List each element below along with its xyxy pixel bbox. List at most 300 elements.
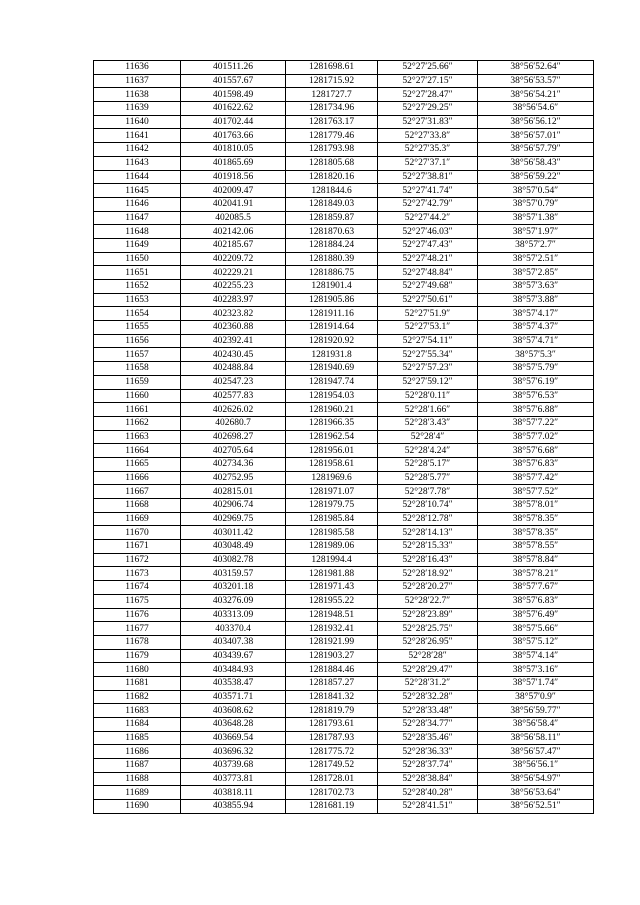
table-row — [94, 567, 594, 581]
latitude-cell: 52°27′51.9″ — [378, 307, 478, 321]
latitude-cell: 52°27′48.84″ — [378, 266, 478, 280]
point-number-cell: 11665 — [94, 457, 181, 471]
x-coordinate-cell: 402255.23 — [181, 280, 286, 294]
point-number-cell: 11666 — [94, 471, 181, 485]
x-coordinate-cell: 401702.44 — [181, 115, 286, 129]
latitude-cell: 52°27′25.66″ — [378, 61, 478, 75]
y-coordinate-cell: 1281819.79 — [286, 704, 378, 718]
x-coordinate-cell: 403082.78 — [181, 553, 286, 567]
point-number-cell: 11667 — [94, 485, 181, 499]
x-coordinate-cell: 402698.27 — [181, 430, 286, 444]
table-row — [94, 88, 594, 102]
latitude-cell: 52°27′53.1″ — [378, 321, 478, 335]
longitude-cell: 38°56′54.21″ — [478, 88, 594, 102]
point-number-cell: 11682 — [94, 690, 181, 704]
latitude-cell: 52°27′29.25″ — [378, 102, 478, 116]
x-coordinate-cell: 401810.05 — [181, 143, 286, 157]
point-number-cell: 11648 — [94, 225, 181, 239]
longitude-cell: 38°57′6.83″ — [478, 457, 594, 471]
x-coordinate-cell: 402969.75 — [181, 512, 286, 526]
x-coordinate-cell: 402680.7 — [181, 416, 286, 430]
point-number-cell: 11673 — [94, 567, 181, 581]
x-coordinate-cell: 403773.81 — [181, 772, 286, 786]
y-coordinate-cell: 1281921.99 — [286, 635, 378, 649]
latitude-cell: 52°27′42.79″ — [378, 197, 478, 211]
point-number-cell: 11661 — [94, 403, 181, 417]
longitude-cell: 38°57′8.55″ — [478, 540, 594, 554]
longitude-cell: 38°56′57.47″ — [478, 745, 594, 759]
point-number-cell: 11668 — [94, 499, 181, 513]
x-coordinate-cell: 402734.36 — [181, 457, 286, 471]
point-number-cell: 11651 — [94, 266, 181, 280]
x-coordinate-cell: 402209.72 — [181, 252, 286, 266]
x-coordinate-cell: 403313.09 — [181, 608, 286, 622]
point-number-cell: 11641 — [94, 129, 181, 143]
longitude-cell: 38°56′52.51″ — [478, 800, 594, 814]
latitude-cell: 52°27′48.21″ — [378, 252, 478, 266]
table-row — [94, 293, 594, 307]
point-number-cell: 11663 — [94, 430, 181, 444]
latitude-cell: 52°27′49.68″ — [378, 280, 478, 294]
latitude-cell: 52°27′35.3″ — [378, 143, 478, 157]
table-row — [94, 74, 594, 88]
y-coordinate-cell: 1281905.86 — [286, 293, 378, 307]
x-coordinate-cell: 401598.49 — [181, 88, 286, 102]
table-row — [94, 61, 594, 75]
latitude-cell: 52°28′23.89″ — [378, 608, 478, 622]
point-number-cell: 11650 — [94, 252, 181, 266]
table-row — [94, 594, 594, 608]
point-number-cell: 11638 — [94, 88, 181, 102]
table-row — [94, 170, 594, 184]
y-coordinate-cell: 1281870.63 — [286, 225, 378, 239]
longitude-cell: 38°57′2.7″ — [478, 238, 594, 252]
longitude-cell: 38°57′5.79″ — [478, 362, 594, 376]
longitude-cell: 38°57′7.02″ — [478, 430, 594, 444]
longitude-cell: 38°57′2.51″ — [478, 252, 594, 266]
y-coordinate-cell: 1281886.75 — [286, 266, 378, 280]
table-row — [94, 444, 594, 458]
y-coordinate-cell: 1281779.46 — [286, 129, 378, 143]
x-coordinate-cell: 403538.47 — [181, 676, 286, 690]
longitude-cell: 38°57′0.9″ — [478, 690, 594, 704]
table-row — [94, 649, 594, 663]
table-row — [94, 608, 594, 622]
x-coordinate-cell: 403855.94 — [181, 800, 286, 814]
point-number-cell: 11690 — [94, 800, 181, 814]
point-number-cell: 11656 — [94, 334, 181, 348]
table-row — [94, 225, 594, 239]
latitude-cell: 52°28′22.7″ — [378, 594, 478, 608]
y-coordinate-cell: 1281820.16 — [286, 170, 378, 184]
latitude-cell: 52°28′16.43″ — [378, 553, 478, 567]
y-coordinate-cell: 1281960.21 — [286, 403, 378, 417]
y-coordinate-cell: 1281940.69 — [286, 362, 378, 376]
longitude-cell: 38°57′4.71″ — [478, 334, 594, 348]
latitude-cell: 52°28′32.28″ — [378, 690, 478, 704]
longitude-cell: 38°57′7.67″ — [478, 581, 594, 595]
table-row — [94, 184, 594, 198]
table-row — [94, 471, 594, 485]
x-coordinate-cell: 402323.82 — [181, 307, 286, 321]
longitude-cell: 38°57′6.53″ — [478, 389, 594, 403]
y-coordinate-cell: 1281805.68 — [286, 156, 378, 170]
latitude-cell: 52°27′28.47″ — [378, 88, 478, 102]
table-row — [94, 252, 594, 266]
table-row — [94, 540, 594, 554]
y-coordinate-cell: 1281981.88 — [286, 567, 378, 581]
y-coordinate-cell: 1281979.75 — [286, 499, 378, 513]
latitude-cell: 52°27′54.11″ — [378, 334, 478, 348]
point-number-cell: 11672 — [94, 553, 181, 567]
table-row — [94, 348, 594, 362]
y-coordinate-cell: 1281989.06 — [286, 540, 378, 554]
table-row — [94, 499, 594, 513]
table-row — [94, 553, 594, 567]
latitude-cell: 52°28′10.74″ — [378, 499, 478, 513]
point-number-cell: 11643 — [94, 156, 181, 170]
longitude-cell: 38°56′58.43″ — [478, 156, 594, 170]
y-coordinate-cell: 1281734.96 — [286, 102, 378, 116]
x-coordinate-cell: 402142.06 — [181, 225, 286, 239]
longitude-cell: 38°56′58.11″ — [478, 731, 594, 745]
x-coordinate-cell: 402229.21 — [181, 266, 286, 280]
longitude-cell: 38°56′59.77″ — [478, 704, 594, 718]
y-coordinate-cell: 1281681.19 — [286, 800, 378, 814]
point-number-cell: 11680 — [94, 663, 181, 677]
longitude-cell: 38°56′57.79″ — [478, 143, 594, 157]
table-row — [94, 211, 594, 225]
longitude-cell: 38°57′3.63″ — [478, 280, 594, 294]
point-number-cell: 11654 — [94, 307, 181, 321]
x-coordinate-cell: 401763.66 — [181, 129, 286, 143]
table-row — [94, 238, 594, 252]
longitude-cell: 38°57′7.42″ — [478, 471, 594, 485]
point-number-cell: 11686 — [94, 745, 181, 759]
y-coordinate-cell: 1281787.93 — [286, 731, 378, 745]
x-coordinate-cell: 403048.49 — [181, 540, 286, 554]
x-coordinate-cell: 402041.91 — [181, 197, 286, 211]
table-row — [94, 663, 594, 677]
y-coordinate-cell: 1281948.51 — [286, 608, 378, 622]
latitude-cell: 52°28′4″ — [378, 430, 478, 444]
table-row — [94, 731, 594, 745]
x-coordinate-cell: 401511.26 — [181, 61, 286, 75]
point-number-cell: 11677 — [94, 622, 181, 636]
longitude-cell: 38°57′5.3″ — [478, 348, 594, 362]
longitude-cell: 38°57′6.49″ — [478, 608, 594, 622]
x-coordinate-cell: 403696.32 — [181, 745, 286, 759]
point-number-cell: 11678 — [94, 635, 181, 649]
x-coordinate-cell: 403201.18 — [181, 581, 286, 595]
table-row — [94, 321, 594, 335]
y-coordinate-cell: 1281884.24 — [286, 238, 378, 252]
latitude-cell: 52°27′59.12″ — [378, 375, 478, 389]
y-coordinate-cell: 1281841.32 — [286, 690, 378, 704]
y-coordinate-cell: 1281971.07 — [286, 485, 378, 499]
latitude-cell: 52°27′33.8″ — [378, 129, 478, 143]
x-coordinate-cell: 403648.28 — [181, 718, 286, 732]
table-row — [94, 280, 594, 294]
point-number-cell: 11683 — [94, 704, 181, 718]
x-coordinate-cell: 402009.47 — [181, 184, 286, 198]
x-coordinate-cell: 403669.54 — [181, 731, 286, 745]
y-coordinate-cell: 1281985.58 — [286, 526, 378, 540]
table-row — [94, 266, 594, 280]
x-coordinate-cell: 403159.57 — [181, 567, 286, 581]
latitude-cell: 52°28′7.78″ — [378, 485, 478, 499]
point-number-cell: 11646 — [94, 197, 181, 211]
longitude-cell: 38°57′8.01″ — [478, 499, 594, 513]
table-row — [94, 143, 594, 157]
point-number-cell: 11681 — [94, 676, 181, 690]
table-row — [94, 197, 594, 211]
latitude-cell: 52°28′33.48″ — [378, 704, 478, 718]
latitude-cell: 52°27′57.23″ — [378, 362, 478, 376]
table-row — [94, 526, 594, 540]
table-row — [94, 416, 594, 430]
point-number-cell: 11645 — [94, 184, 181, 198]
latitude-cell: 52°28′5.77″ — [378, 471, 478, 485]
longitude-cell: 38°57′4.14″ — [478, 649, 594, 663]
y-coordinate-cell: 1281966.35 — [286, 416, 378, 430]
y-coordinate-cell: 1281727.7 — [286, 88, 378, 102]
latitude-cell: 52°28′26.95″ — [378, 635, 478, 649]
x-coordinate-cell: 403011.42 — [181, 526, 286, 540]
latitude-cell: 52°28′38.84″ — [378, 772, 478, 786]
y-coordinate-cell: 1281969.6 — [286, 471, 378, 485]
point-number-cell: 11647 — [94, 211, 181, 225]
latitude-cell: 52°27′47.43″ — [378, 238, 478, 252]
longitude-cell: 38°57′1.74″ — [478, 676, 594, 690]
longitude-cell: 38°56′54.97″ — [478, 772, 594, 786]
longitude-cell: 38°57′6.83″ — [478, 594, 594, 608]
point-number-cell: 11660 — [94, 389, 181, 403]
latitude-cell: 52°28′5.17″ — [378, 457, 478, 471]
point-number-cell: 11653 — [94, 293, 181, 307]
y-coordinate-cell: 1281985.84 — [286, 512, 378, 526]
table-row — [94, 430, 594, 444]
latitude-cell: 52°28′3.43″ — [378, 416, 478, 430]
longitude-cell: 38°57′2.85″ — [478, 266, 594, 280]
x-coordinate-cell: 402815.01 — [181, 485, 286, 499]
x-coordinate-cell: 402488.84 — [181, 362, 286, 376]
y-coordinate-cell: 1281775.72 — [286, 745, 378, 759]
table-row — [94, 704, 594, 718]
table-row — [94, 512, 594, 526]
y-coordinate-cell: 1281698.61 — [286, 61, 378, 75]
y-coordinate-cell: 1281728.01 — [286, 772, 378, 786]
x-coordinate-cell: 403484.93 — [181, 663, 286, 677]
latitude-cell: 52°28′25.75″ — [378, 622, 478, 636]
latitude-cell: 52°27′44.2″ — [378, 211, 478, 225]
longitude-cell: 38°57′6.19″ — [478, 375, 594, 389]
point-number-cell: 11676 — [94, 608, 181, 622]
x-coordinate-cell: 403739.68 — [181, 759, 286, 773]
y-coordinate-cell: 1281955.22 — [286, 594, 378, 608]
y-coordinate-cell: 1281749.52 — [286, 759, 378, 773]
latitude-cell: 52°27′27.15″ — [378, 74, 478, 88]
x-coordinate-cell: 402705.64 — [181, 444, 286, 458]
point-number-cell: 11679 — [94, 649, 181, 663]
longitude-cell: 38°56′53.57″ — [478, 74, 594, 88]
longitude-cell: 38°57′8.35″ — [478, 512, 594, 526]
longitude-cell: 38°57′1.38″ — [478, 211, 594, 225]
latitude-cell: 52°28′18.92″ — [378, 567, 478, 581]
y-coordinate-cell: 1281849.03 — [286, 197, 378, 211]
y-coordinate-cell: 1281903.27 — [286, 649, 378, 663]
point-number-cell: 11649 — [94, 238, 181, 252]
point-number-cell: 11664 — [94, 444, 181, 458]
latitude-cell: 52°27′41.74″ — [378, 184, 478, 198]
longitude-cell: 38°57′6.88″ — [478, 403, 594, 417]
latitude-cell: 52°28′20.27″ — [378, 581, 478, 595]
point-number-cell: 11657 — [94, 348, 181, 362]
table-row — [94, 635, 594, 649]
table-row — [94, 307, 594, 321]
y-coordinate-cell: 1281884.46 — [286, 663, 378, 677]
latitude-cell: 52°28′35.46″ — [378, 731, 478, 745]
longitude-cell: 38°56′53.64″ — [478, 786, 594, 800]
table-row — [94, 115, 594, 129]
table-row — [94, 362, 594, 376]
point-number-cell: 11670 — [94, 526, 181, 540]
y-coordinate-cell: 1281920.92 — [286, 334, 378, 348]
longitude-cell: 38°56′57.01″ — [478, 129, 594, 143]
y-coordinate-cell: 1281947.74 — [286, 375, 378, 389]
x-coordinate-cell: 403439.67 — [181, 649, 286, 663]
y-coordinate-cell: 1281880.39 — [286, 252, 378, 266]
table-row — [94, 772, 594, 786]
latitude-cell: 52°27′31.83″ — [378, 115, 478, 129]
x-coordinate-cell: 403370.4 — [181, 622, 286, 636]
table-row — [94, 622, 594, 636]
table-row — [94, 759, 594, 773]
point-number-cell: 11669 — [94, 512, 181, 526]
y-coordinate-cell: 1281954.03 — [286, 389, 378, 403]
table-row — [94, 129, 594, 143]
latitude-cell: 52°28′40.28″ — [378, 786, 478, 800]
x-coordinate-cell: 402360.88 — [181, 321, 286, 335]
point-number-cell: 11652 — [94, 280, 181, 294]
longitude-cell: 38°57′6.68″ — [478, 444, 594, 458]
latitude-cell: 52°27′46.03″ — [378, 225, 478, 239]
longitude-cell: 38°57′4.37″ — [478, 321, 594, 335]
longitude-cell: 38°57′3.88″ — [478, 293, 594, 307]
coordinates-table — [93, 60, 594, 814]
latitude-cell: 52°28′37.74″ — [378, 759, 478, 773]
longitude-cell: 38°56′59.22″ — [478, 170, 594, 184]
longitude-cell: 38°57′8.84″ — [478, 553, 594, 567]
latitude-cell: 52°27′55.34″ — [378, 348, 478, 362]
latitude-cell: 52°27′38.81″ — [378, 170, 478, 184]
point-number-cell: 11674 — [94, 581, 181, 595]
point-number-cell: 11685 — [94, 731, 181, 745]
latitude-cell: 52°28′34.77″ — [378, 718, 478, 732]
x-coordinate-cell: 402547.23 — [181, 375, 286, 389]
longitude-cell: 38°57′8.35″ — [478, 526, 594, 540]
longitude-cell: 38°57′7.52″ — [478, 485, 594, 499]
point-number-cell: 11644 — [94, 170, 181, 184]
latitude-cell: 52°28′4.24″ — [378, 444, 478, 458]
table-row — [94, 676, 594, 690]
y-coordinate-cell: 1281956.01 — [286, 444, 378, 458]
latitude-cell: 52°28′0.11″ — [378, 389, 478, 403]
y-coordinate-cell: 1281931.8 — [286, 348, 378, 362]
longitude-cell: 38°57′1.97″ — [478, 225, 594, 239]
longitude-cell: 38°56′56.1″ — [478, 759, 594, 773]
x-coordinate-cell: 401918.56 — [181, 170, 286, 184]
point-number-cell: 11688 — [94, 772, 181, 786]
x-coordinate-cell: 403276.09 — [181, 594, 286, 608]
x-coordinate-cell: 402283.97 — [181, 293, 286, 307]
latitude-cell: 52°28′36.33″ — [378, 745, 478, 759]
table-row — [94, 690, 594, 704]
longitude-cell: 38°56′56.12″ — [478, 115, 594, 129]
x-coordinate-cell: 401557.67 — [181, 74, 286, 88]
x-coordinate-cell: 402185.67 — [181, 238, 286, 252]
x-coordinate-cell: 402430.45 — [181, 348, 286, 362]
point-number-cell: 11662 — [94, 416, 181, 430]
latitude-cell: 52°28′14.13″ — [378, 526, 478, 540]
longitude-cell: 38°57′0.79″ — [478, 197, 594, 211]
x-coordinate-cell: 401865.69 — [181, 156, 286, 170]
y-coordinate-cell: 1281793.61 — [286, 718, 378, 732]
latitude-cell: 52°28′31.2″ — [378, 676, 478, 690]
x-coordinate-cell: 401622.62 — [181, 102, 286, 116]
x-coordinate-cell: 402906.74 — [181, 499, 286, 513]
y-coordinate-cell: 1281932.41 — [286, 622, 378, 636]
latitude-cell: 52°28′12.78″ — [378, 512, 478, 526]
point-number-cell: 11636 — [94, 61, 181, 75]
y-coordinate-cell: 1281844.6 — [286, 184, 378, 198]
x-coordinate-cell: 402085.5 — [181, 211, 286, 225]
table-row — [94, 102, 594, 116]
point-number-cell: 11671 — [94, 540, 181, 554]
table-row — [94, 786, 594, 800]
longitude-cell: 38°57′8.21″ — [478, 567, 594, 581]
longitude-cell: 38°56′54.6″ — [478, 102, 594, 116]
x-coordinate-cell: 403608.62 — [181, 704, 286, 718]
point-number-cell: 11655 — [94, 321, 181, 335]
point-number-cell: 11639 — [94, 102, 181, 116]
point-number-cell: 11642 — [94, 143, 181, 157]
point-number-cell: 11640 — [94, 115, 181, 129]
point-number-cell: 11684 — [94, 718, 181, 732]
y-coordinate-cell: 1281962.54 — [286, 430, 378, 444]
longitude-cell: 38°57′0.54″ — [478, 184, 594, 198]
table-row — [94, 581, 594, 595]
table-row — [94, 389, 594, 403]
coordinates-table-body — [94, 61, 594, 814]
table-row — [94, 334, 594, 348]
y-coordinate-cell: 1281901.4 — [286, 280, 378, 294]
longitude-cell: 38°57′5.12″ — [478, 635, 594, 649]
longitude-cell: 38°57′5.66″ — [478, 622, 594, 636]
y-coordinate-cell: 1281911.16 — [286, 307, 378, 321]
table-row — [94, 745, 594, 759]
y-coordinate-cell: 1281763.17 — [286, 115, 378, 129]
longitude-cell: 38°57′4.17″ — [478, 307, 594, 321]
y-coordinate-cell: 1281857.27 — [286, 676, 378, 690]
point-number-cell: 11689 — [94, 786, 181, 800]
point-number-cell: 11687 — [94, 759, 181, 773]
table-row — [94, 457, 594, 471]
table-row — [94, 403, 594, 417]
point-number-cell: 11659 — [94, 375, 181, 389]
latitude-cell: 52°27′37.1″ — [378, 156, 478, 170]
y-coordinate-cell: 1281914.64 — [286, 321, 378, 335]
